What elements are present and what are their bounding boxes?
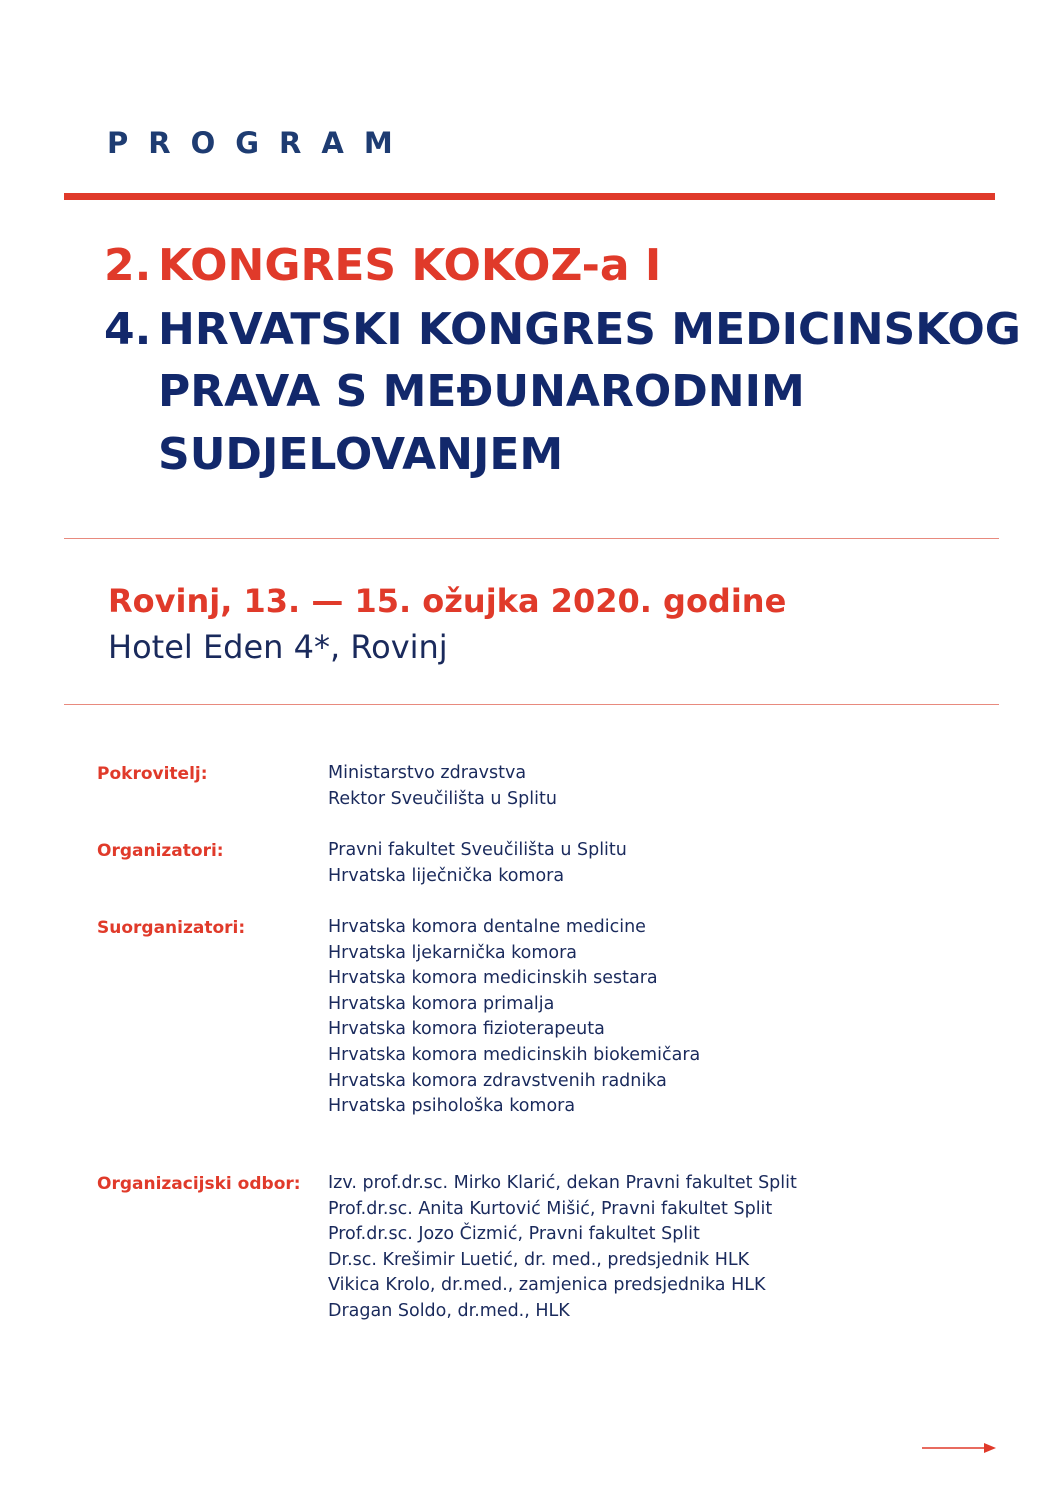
list-item: Hrvatska komora zdravstvenih radnika — [328, 1070, 667, 1091]
pokrovitelj-list — [328, 761, 557, 812]
organizacijski-odbor-label: Organizacijski odbor: — [97, 1174, 301, 1194]
list-item: Hrvatska komora medicinskih biokemičara — [328, 1044, 701, 1065]
title-line-3: PRAVA S MEĐUNARODNIM — [158, 366, 805, 417]
header-divider — [64, 193, 995, 200]
title-line-2-text: HRVATSKI KONGRES MEDICINSKOG — [158, 304, 1021, 355]
organizacijski-odbor-list — [328, 1171, 797, 1325]
list-item: Prof.dr.sc. Jozo Čizmić, Pravni fakultet Split — [328, 1224, 700, 1245]
list-item: Ministarstvo zdravstva — [328, 763, 527, 783]
arrow-right-icon[interactable] — [922, 1440, 996, 1454]
suorganizatori-label: Suorganizatori: — [97, 918, 246, 938]
list-item: Vikica Krolo, dr.med., zamjenica predsjednika HLK — [328, 1275, 766, 1296]
title-line-2-number: 4. — [104, 304, 152, 355]
list-item: Hrvatska komora medicinskih sestara — [328, 968, 658, 989]
list-item: Hrvatska psihološka komora — [328, 1096, 576, 1117]
list-item: Hrvatska komora primalja — [328, 993, 555, 1014]
event-date: Rovinj, 13. — 15. ožujka 2020. godine — [108, 582, 787, 620]
program-label: PROGRAM — [107, 126, 413, 160]
event-venue: Hotel Eden 4*, Rovinj — [108, 628, 448, 666]
organizatori-list — [328, 838, 627, 889]
divider-top — [64, 538, 999, 539]
title-line-2 — [104, 304, 1021, 355]
list-item: Hrvatska komora dentalne medicine — [328, 917, 646, 937]
title-line-1-number: 2. — [104, 240, 152, 291]
title-line-1 — [104, 240, 662, 291]
list-item: Prof.dr.sc. Anita Kurtović Mišić, Pravni fakultet Split — [328, 1198, 773, 1219]
suorganizatori-list — [328, 915, 700, 1120]
list-item: Izv. prof.dr.sc. Mirko Klarić, dekan Pravni fakultet Split — [328, 1173, 797, 1193]
list-item: Dr.sc. Krešimir Luetić, dr. med., predsjednik HLK — [328, 1249, 750, 1270]
organizatori-label: Organizatori: — [97, 841, 224, 861]
list-item: Hrvatska komora fizioterapeuta — [328, 1019, 605, 1040]
divider-bottom — [64, 704, 999, 705]
title-line-1-text: KONGRES KOKOZ-a I — [158, 240, 662, 291]
list-item: Hrvatska ljekarnička komora — [328, 942, 578, 963]
list-item: Hrvatska liječnička komora — [328, 865, 565, 886]
list-item: Dragan Soldo, dr.med., HLK — [328, 1300, 570, 1321]
title-line-4: SUDJELOVANJEM — [158, 429, 564, 480]
list-item: Pravni fakultet Sveučilišta u Splitu — [328, 840, 627, 860]
pokrovitelj-label: Pokrovitelj: — [97, 764, 208, 784]
list-item: Rektor Sveučilišta u Splitu — [328, 788, 557, 809]
